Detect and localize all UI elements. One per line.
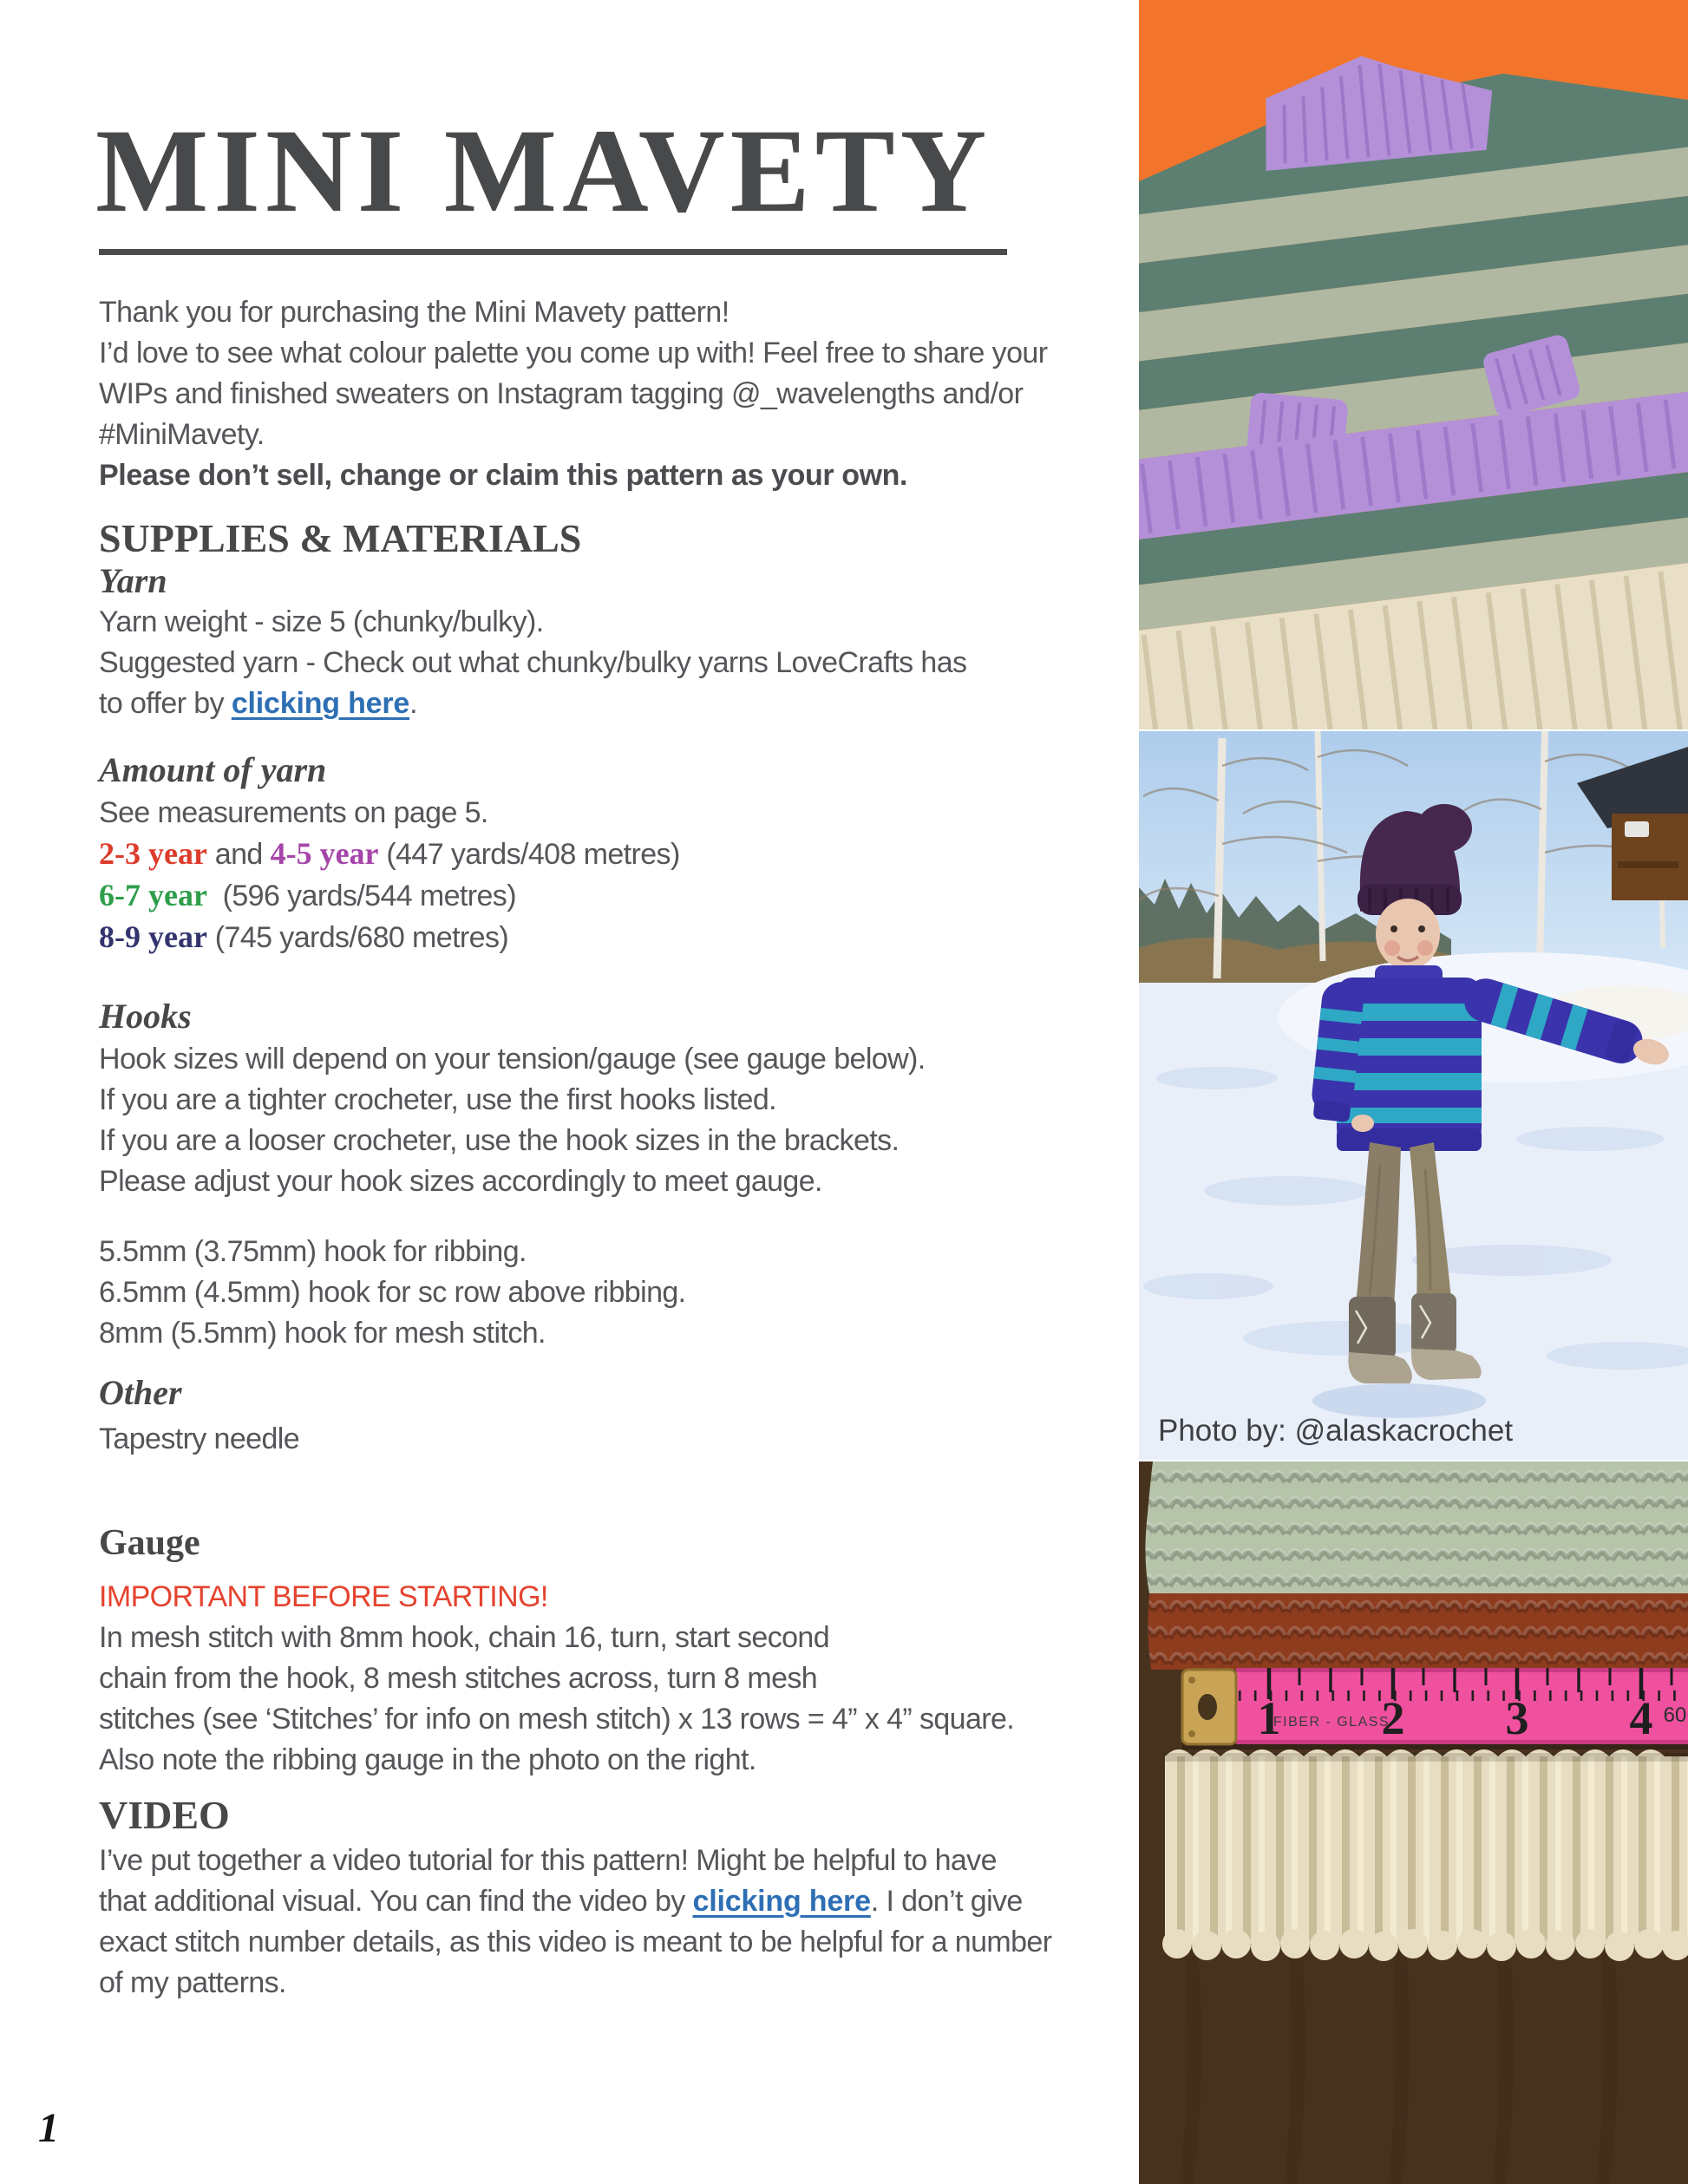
- measuring-tape: [1182, 1668, 1688, 1749]
- supplies-heading: SUPPLIES & MATERIALS: [99, 516, 582, 560]
- yarn-line-prefix: to offer by: [99, 687, 232, 720]
- tape-number-1: 1: [1257, 1692, 1281, 1744]
- lovecrafts-link[interactable]: clicking here: [231, 687, 410, 720]
- gauge-heading: Gauge: [99, 1523, 200, 1563]
- hooks-paragraph: [99, 1039, 926, 1202]
- tape-number-2: 2: [1381, 1692, 1405, 1744]
- size-6-7-label: 6-7 year: [99, 878, 207, 912]
- video-link[interactable]: clicking here: [692, 1885, 871, 1918]
- yarn-heading: Yarn: [99, 561, 167, 600]
- copyright-notice: Please don’t sell, change or claim this pattern as your own.: [99, 459, 908, 492]
- video-line-prefix: that additional visual. You can find the video by: [99, 1885, 693, 1918]
- amount-line-size-large: [99, 917, 680, 958]
- title-divider: [99, 249, 1007, 255]
- gauge-line: stitches (see ‘Stitches’ for info on mesh stitch) x 13 rows = 4” x 4” square.: [99, 1703, 1015, 1736]
- gauge-swatch-illustration: [1139, 1461, 1688, 2184]
- left-hand: [1351, 1115, 1374, 1132]
- ribbing-gauge-photo: [1139, 1461, 1688, 2184]
- mailbox: [1625, 821, 1649, 837]
- video-heading: VIDEO: [99, 1793, 230, 1837]
- sweater-flatlay-illustration: [1139, 0, 1688, 729]
- hooks-line: Hook sizes will depend on your tension/gauge (see gauge below).: [99, 1043, 926, 1076]
- yarn-line: Suggested yarn - Check out what chunky/bulky yarns LoveCrafts has: [99, 646, 967, 679]
- tape-eighth-ticks: [1236, 1668, 1688, 1744]
- hook-size-line: 8mm (5.5mm) hook for mesh stitch.: [99, 1317, 546, 1350]
- intro-line: I’d love to see what colour palette you come up with! Feel free to share your: [99, 337, 1048, 369]
- yarn-line-suffix: .: [409, 687, 417, 720]
- child-in-snow-photo: [1139, 731, 1688, 1460]
- gauge-warning: IMPORTANT BEFORE STARTING!: [99, 1580, 548, 1613]
- hook-size-line: 6.5mm (4.5mm) hook for sc row above ribbing.: [99, 1276, 686, 1309]
- gauge-line: Also note the ribbing gauge in the photo on the right.: [99, 1743, 756, 1776]
- tape-number-60: 60: [1663, 1703, 1687, 1727]
- tape-brass-end: [1182, 1670, 1236, 1744]
- face: [1376, 899, 1440, 970]
- size-4-5-label: 4-5 year: [270, 836, 379, 871]
- video-paragraph: [99, 1841, 1051, 2004]
- sweater-flatlay-photo: [1139, 0, 1688, 729]
- cream-ribbing-band: [1162, 1749, 1688, 1961]
- figure-shadow: [1312, 1383, 1486, 1418]
- amount-heading: Amount of yarn: [99, 750, 327, 789]
- gauge-paragraph: [99, 1577, 1014, 1781]
- hook-sizes-list: [99, 1232, 686, 1354]
- intro-paragraph: [99, 292, 1047, 496]
- yardage-small: (447 yards/408 metres): [378, 838, 680, 871]
- video-line: I’ve put together a video tutorial for this pattern! Might be helpful to have: [99, 1844, 997, 1877]
- yarn-line: [99, 683, 966, 724]
- video-line: [99, 1881, 1051, 1922]
- other-heading: Other: [99, 1373, 182, 1412]
- gauge-line: In mesh stitch with 8mm hook, chain 16, turn, start second: [99, 1621, 830, 1654]
- video-line-suffix: . I don’t give: [870, 1885, 1023, 1918]
- tape-brand-label: FIBER - GLASS: [1273, 1715, 1390, 1730]
- intro-line: Thank you for purchasing the Mini Mavety pattern!: [99, 296, 730, 329]
- hooks-line: Please adjust your hook sizes accordingly to meet gauge.: [99, 1165, 822, 1198]
- child-in-snow-illustration: [1139, 731, 1688, 1460]
- video-line: exact stitch number details, as this video is meant to be helpful for a number: [99, 1926, 1052, 1958]
- photo-credit-caption: Photo by: @alaskacrochet: [1158, 1414, 1514, 1448]
- yardage-large: (745 yards/680 metres): [206, 921, 509, 954]
- rust-swatch-band: [1148, 1593, 1688, 1670]
- size-2-3-label: 2-3 year: [99, 836, 207, 871]
- hooks-line: If you are a tighter crocheter, use the first hooks listed.: [99, 1083, 777, 1116]
- amount-line: See measurements on page 5.: [99, 796, 488, 829]
- intro-line: #MiniMavety.: [99, 418, 265, 451]
- hooks-line: If you are a looser crocheter, use the hook sizes in the brackets.: [99, 1124, 900, 1157]
- page-title: MINI MAVETY: [95, 104, 992, 237]
- tape-number-4: 4: [1629, 1692, 1653, 1744]
- size-8-9-label: 8-9 year: [99, 919, 207, 954]
- other-line: Tapestry needle: [99, 1422, 300, 1455]
- cabin-wall: [1612, 814, 1688, 900]
- hook-size-line: 5.5mm (3.75mm) hook for ribbing.: [99, 1235, 527, 1268]
- yarn-line: Yarn weight - size 5 (chunky/bulky).: [99, 605, 544, 638]
- amount-line-size-medium: [99, 875, 680, 917]
- green-swatch-band: [1145, 1461, 1688, 1593]
- amount-paragraph: [99, 793, 680, 958]
- page-number: 1: [38, 2105, 59, 2151]
- yardage-medium: (596 yards/544 metres): [206, 879, 516, 912]
- and-text: and: [206, 838, 271, 871]
- amount-line-sizes-small: [99, 834, 680, 875]
- hooks-heading: Hooks: [99, 997, 192, 1036]
- tape-number-3: 3: [1505, 1692, 1529, 1744]
- yarn-paragraph: [99, 602, 966, 724]
- intro-line: WIPs and finished sweaters on Instagram tagging @_wavelengths and/or: [99, 377, 1024, 410]
- gauge-line: chain from the hook, 8 mesh stitches across, turn 8 mesh: [99, 1662, 818, 1695]
- video-line: of my patterns.: [99, 1966, 286, 1999]
